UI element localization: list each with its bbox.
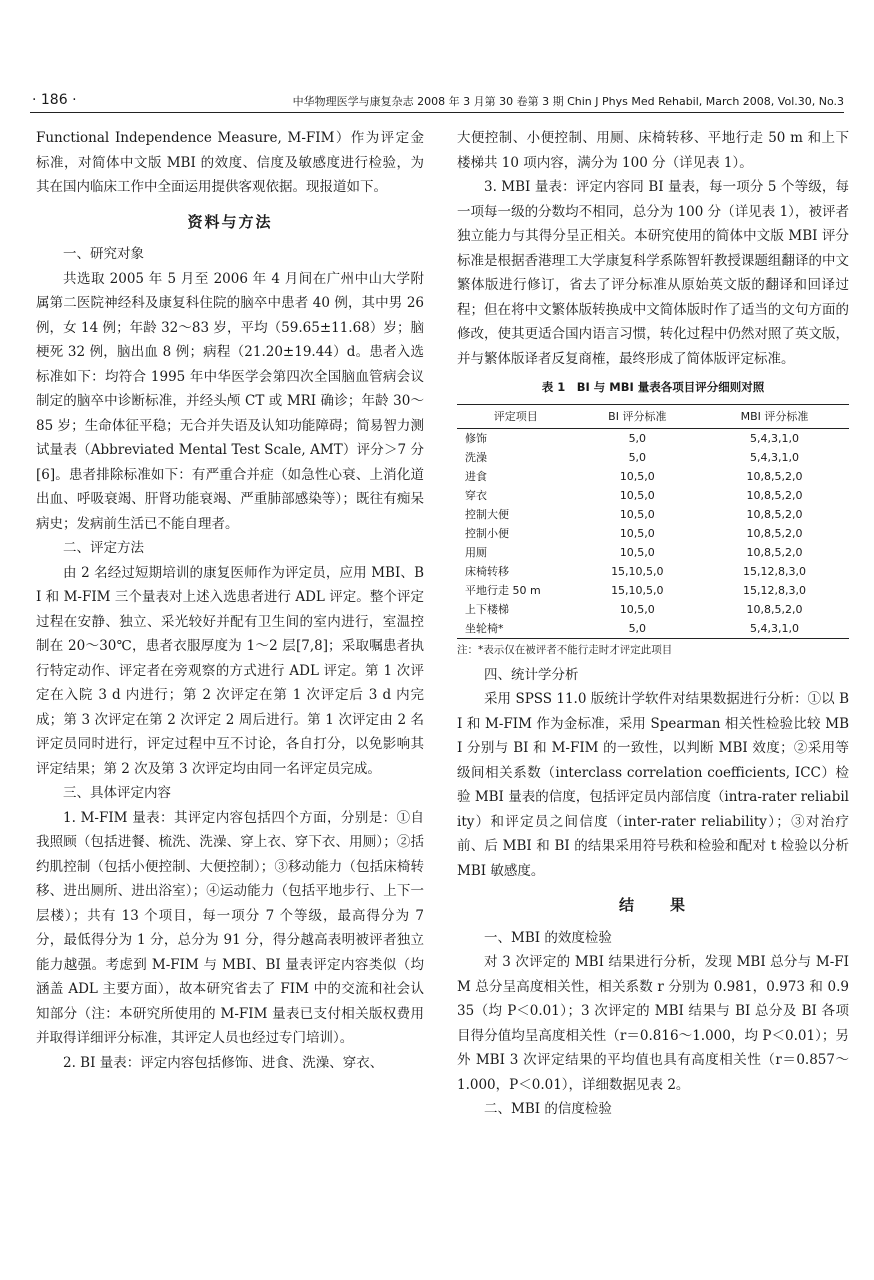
journal-citation: 中华物理医学与康复杂志 2008 年 3 月第 30 卷第 3 期 Chin J Phys Med Rehabil, March 2008, Vol.30, No.3 xyxy=(292,95,844,108)
table-row xyxy=(457,562,849,581)
table-cell-bi: 15,10,5,0 xyxy=(611,583,664,597)
paragraph-mfim: 1. M-FIM 量表：其评定内容包括四个方面，分别是：①自我照顾（包括进餐、梳洗、洗澡、穿上衣、穿下衣、用厕）；②括约肌控制（包括小便控制、大便控制）；③移动能力（包括床椅转移、进出厕所、进出浴室）；④运动能力（包括平地步行、上下一层楼）；共有 13 个项目，每一项分 7 个等级，最高得分为 7 分，最低得分为 1 分，总分为 91 分，得分越高表明被评者独立能力越强。考虑到 M-FIM 与 MBI、BI 量表评定内容类似（均涵盖 ADL 主要方面），故本研究省去了 FIM 中的交流和社会认知部分（注：本研究所使用的 M-FIM 量表已支付相关版权费用并取得详细评分标准，其评定人员也经过专门培训）。 xyxy=(36,809,424,1046)
table-row xyxy=(457,505,849,524)
table-cell-item: 控制小便 xyxy=(465,526,509,540)
table-cell-item: 洗澡 xyxy=(465,450,487,464)
table-cell-item: 控制大便 xyxy=(465,507,509,521)
table-cell-item: 穿衣 xyxy=(465,488,487,502)
page-number: · 186 · xyxy=(32,92,77,108)
table-cell-mbi: 5,4,3,1,0 xyxy=(750,431,799,445)
table-cell-item: 进食 xyxy=(465,469,487,483)
subheading-methods: 二、评定方法 xyxy=(63,540,144,556)
table-caption: 表 1 BI 与 MBI 量表各项目评分细则对照 xyxy=(541,380,765,394)
table-cell-mbi: 10,8,5,2,0 xyxy=(746,602,803,616)
paragraph-validity: 对 3 次评定的 MBI 结果进行分析，发现 MBI 总分与 M-FIM 总分呈高度相关性，相关系数 r 分别为 0.981，0.973 和 0.935（均 P＜0.01）；3 次评定的 MBI 结果与 BI 总分及 BI 各项目得分值均呈高度相关性（r＝0.816～1.000，均 P＜0.01）；另外 MBI 3 次评定结果的平均值也具有高度相关性（r＝0.857～1.000，P＜0.01），详细数据见表 2。 xyxy=(457,954,849,1093)
table-cell-bi: 5,0 xyxy=(628,450,647,464)
table-bi-mbi xyxy=(457,404,849,639)
table-header-row xyxy=(457,404,849,428)
table-cell-item: 平地行走 50 m xyxy=(465,583,541,597)
paragraph-subjects: 共选取 2005 年 5 月至 2006 年 4 月间在广州中山大学附属第二医院神经科及康复科住院的脑卒中患者 40 例，其中男 26 例，女 14 例；年龄 32～83 岁，平均（59.65±11.68）岁；脑梗死 32 例，脑出血 8 例；病程（21.20±19.44）d。患者入选标准如下：均符合 1995 年中华医学会第四次全国脑血管病会议制定的脑卒中诊断标准，并经头颅 CT 或 MRI 确诊；年龄 30～85 岁；生命体征平稳；无合并失语及认知功能障碍；简易智力测试量表（Abbreviated Mental Test Scale, AMT）评分＞7 分[6]。患者排除标准如下：有严重合并症（如急性心衰、上消化道出血、呼吸衰竭、肝肾功能衰竭、严重肺部感染等）；既往有痴呆病史；发病前生活已不能自理者。 xyxy=(36,270,424,532)
table-cell-mbi: 10,8,5,2,0 xyxy=(746,469,803,483)
table-note: 注：*表示仅在被评者不能行走时才评定此项目 xyxy=(457,643,673,656)
table-cell-item: 床椅转移 xyxy=(465,564,509,578)
table-row xyxy=(457,467,849,486)
table-cell-bi: 15,10,5,0 xyxy=(611,564,664,578)
table-row xyxy=(457,428,849,448)
table-cell-bi: 10,5,0 xyxy=(619,469,655,483)
paragraph-bi: 2. BI 量表：评定内容包括修饰、进食、洗澡、穿衣、 xyxy=(63,1054,384,1071)
table-cell-mbi: 10,8,5,2,0 xyxy=(746,507,803,521)
table-cell-mbi: 10,8,5,2,0 xyxy=(746,488,803,502)
running-header xyxy=(30,90,844,113)
table-cell-item: 用厕 xyxy=(465,545,487,559)
table-cell-mbi: 15,12,8,3,0 xyxy=(743,583,806,597)
table-row xyxy=(457,486,849,505)
table-cell-mbi: 5,4,3,1,0 xyxy=(700,619,849,639)
section-title-methods: 资料与方法 xyxy=(187,212,273,231)
table-row xyxy=(457,581,849,600)
subheading-statistics: 四、统计学分析 xyxy=(484,666,579,683)
table-cell-mbi: 5,4,3,1,0 xyxy=(750,450,799,464)
table-row xyxy=(457,600,849,619)
table-cell-bi: 5,0 xyxy=(628,431,647,445)
table-cell-bi: 5,0 xyxy=(575,619,700,639)
paragraph-mbi: 3. MBI 量表：评定内容同 BI 量表，每一项分 5 个等级，每一项每一级的分数均不相同，总分为 100 分（详见表 1），被评者独立能力与其得分呈正相关。本研究使用的简体中文版 MBI 评分标准是根据香港理工大学康复科学系陈智轩教授课题组翻译的中文繁体版进行修订，省去了评分标准从原始英文版的翻译和回译过程；但在将中文繁体版转换成中文简体版时作了适当的文句方面的修改，使其更适合国内语言习惯，转化过程中仍然对照了英文版，并与繁体版译者反复商榷，最终形成了简体版评定标准。 xyxy=(457,179,849,367)
intro-paragraph: Functional Independence Measure, M-FIM）作为评定金标准，对简体中文版 MBI 的效度、信度及敏感度进行检验，为其在国内临床工作中全面运用提供客观依据。现报道如下。 xyxy=(36,130,424,195)
section-title-results: 结 果 xyxy=(618,896,687,914)
table-cell-bi: 10,5,0 xyxy=(619,526,655,540)
table-row xyxy=(457,543,849,562)
table-row xyxy=(457,619,849,639)
subheading-content: 三、具体评定内容 xyxy=(63,785,171,801)
paragraph-bi-cont: 大便控制、小便控制、用厕、床椅转移、平地行走 50 m 和上下楼梯共 10 项内容，满分为 100 分（详见表 1）。 xyxy=(457,130,849,171)
table-cell-bi: 10,5,0 xyxy=(619,602,655,616)
table-header-item: 评定项目 xyxy=(457,404,575,428)
table-cell-mbi: 15,12,8,3,0 xyxy=(743,564,806,578)
table-cell-mbi: 10,8,5,2,0 xyxy=(746,526,803,540)
table-cell-item: 上下楼梯 xyxy=(465,602,509,616)
table-row xyxy=(457,448,849,467)
table-cell-item: 坐轮椅* xyxy=(457,619,575,639)
table-cell-bi: 10,5,0 xyxy=(619,507,655,521)
subheading-subjects: 一、研究对象 xyxy=(63,246,144,262)
table-row xyxy=(457,524,849,543)
paragraph-methods: 由 2 名经过短期培训的康复医师作为评定员，应用 MBI、BI 和 M-FIM 三个量表对上述入选患者进行 ADL 评定。整个评定过程在安静、独立、采光较好并配有卫生间的室内进行，室温控制在 20～30℃，患者衣服厚度为 1～2 层[7,8]；采取嘱患者执行特定动作、评定者在旁观察的方式进行 ADL 评定。第 1 次评定在入院 3 d 内进行；第 2 次评定在第 1 次评定后 3 d 内完成；第 3 次评定在第 2 次评定 2 周后进行。第 1 次评定由 2 名评定员同时进行，评定过程中互不讨论，各自打分，以免影响其评定结果；第 2 次及第 3 次评定均由同一名评定员完成。 xyxy=(36,564,424,777)
paragraph-statistics: 采用 SPSS 11.0 版统计学软件对结果数据进行分析：①以 BI 和 M-FIM 作为金标准，采用 Spearman 相关性检验比较 MBI 分别与 BI 和 M-FIM 的一致性，以判断 MBI 效度；②采用等级间相关系数（interclass correlation coefficients, ICC）检验 MBI 量表的信度，包括评定员内部信度（intra-rater reliability）和评定员之间信度（inter-rater reliability）；③对治疗前、后 MBI 和 BI 的结果采用符号秩和检验和配对 t 检验以分析 MBI 敏感度。 xyxy=(457,691,849,879)
table-header-bi: BI 评分标准 xyxy=(575,404,700,428)
left-column xyxy=(36,126,424,1075)
table-header-mbi: MBI 评分标准 xyxy=(700,404,849,428)
table-cell-bi: 10,5,0 xyxy=(619,545,655,559)
table-cell-mbi: 10,8,5,2,0 xyxy=(746,545,803,559)
subheading-validity: 一、MBI 的效度检验 xyxy=(484,929,612,946)
table-cell-bi: 10,5,0 xyxy=(619,488,655,502)
right-column xyxy=(457,126,849,1122)
subheading-reliability: 二、MBI 的信度检验 xyxy=(484,1101,612,1117)
table-cell-item: 修饰 xyxy=(465,431,487,445)
